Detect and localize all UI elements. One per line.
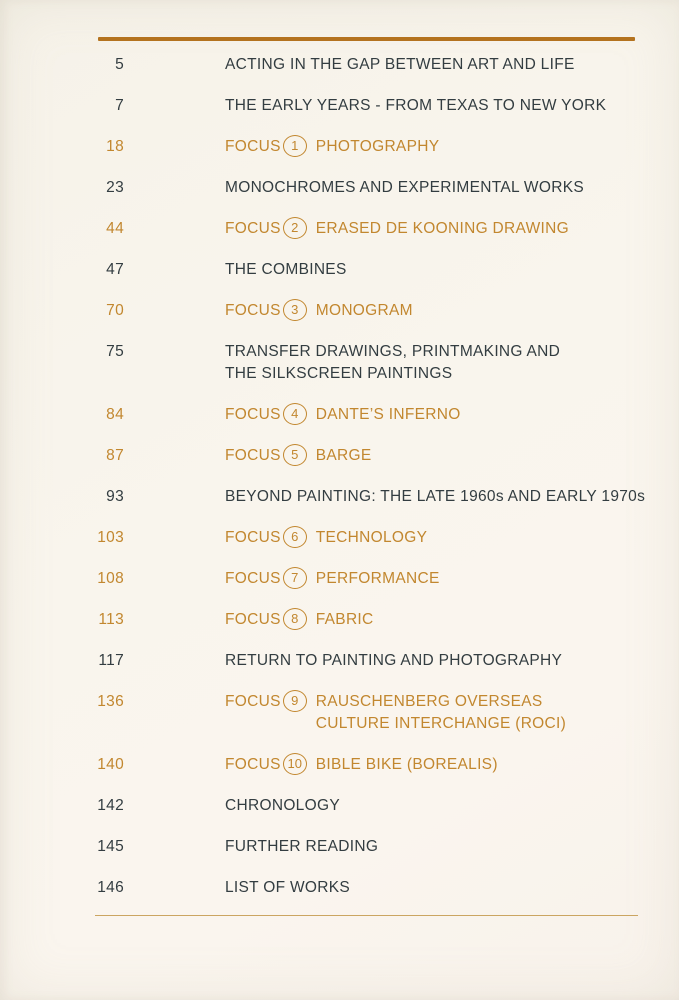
toc-title-lines: [225, 836, 378, 858]
toc-page-number: 93: [106, 488, 124, 505]
toc-title-line: PERFORMANCE: [315, 570, 440, 587]
toc-title-line: TECHNOLOGY: [315, 529, 428, 546]
focus-number-badge: 8: [283, 608, 307, 630]
toc-title-line: THE EARLY YEARS - FROM TEXAS TO NEW YORK: [225, 97, 607, 114]
toc-page-number: 7: [115, 97, 124, 114]
toc-entry: [96, 609, 666, 631]
toc-entry: [96, 445, 666, 467]
toc-title-lines: [225, 341, 560, 385]
focus-number-badge: 2: [283, 217, 307, 239]
toc-entry-title: [225, 54, 575, 76]
toc-title-line: RAUSCHENBERG OVERSEAS: [315, 693, 543, 710]
toc-title-line: RETURN TO PAINTING AND PHOTOGRAPHY: [225, 652, 563, 669]
focus-label: FOCUS: [225, 447, 281, 464]
toc-page-number: 113: [98, 611, 124, 628]
toc-entry: [96, 404, 666, 426]
focus-label: FOCUS: [225, 220, 281, 237]
toc-entry: [96, 486, 666, 508]
toc-page-number: 146: [97, 879, 124, 896]
toc-title-line: ACTING IN THE GAP BETWEEN ART AND LIFE: [225, 56, 575, 73]
toc-title-line: ERASED DE KOONING DRAWING: [315, 220, 569, 237]
toc-entry-title: [225, 445, 372, 467]
toc-entry: [96, 177, 666, 199]
toc-title-line: BARGE: [315, 447, 372, 464]
toc-title-line: CHRONOLOGY: [225, 797, 340, 814]
toc-page-number: 136: [97, 693, 124, 710]
toc-entry-title: [225, 836, 378, 858]
focus-label: FOCUS: [225, 529, 281, 546]
toc-title-lines: [316, 754, 498, 776]
toc-title-line: BIBLE BIKE (BOREALIS): [315, 756, 498, 773]
focus-number-badge: 5: [283, 444, 307, 466]
toc-title-lines: [316, 527, 428, 549]
focus-label: FOCUS: [225, 302, 281, 319]
toc-entry-title: [225, 754, 498, 776]
toc-title-lines: [316, 568, 440, 590]
toc-entry-title: [225, 691, 566, 735]
toc-title-line: PHOTOGRAPHY: [315, 138, 440, 155]
toc-entry: [96, 691, 666, 735]
toc-title-lines: [316, 609, 374, 631]
toc-entry-title: [225, 877, 350, 899]
toc-entry: [96, 568, 666, 590]
focus-number-badge: 3: [283, 299, 307, 321]
toc-title-line: FABRIC: [315, 611, 374, 628]
toc-entry-title: [225, 486, 645, 508]
toc-entry-title: [225, 218, 569, 240]
toc-title-line: THE SILKSCREEN PAINTINGS: [225, 365, 453, 382]
focus-label: FOCUS: [225, 611, 281, 628]
toc-page-number: 44: [106, 220, 124, 237]
toc-entry: [96, 836, 666, 858]
toc-title-line: FURTHER READING: [225, 838, 379, 855]
top-rule: [98, 37, 635, 41]
toc-entry-title: [225, 95, 606, 117]
toc-entry-title: [225, 568, 440, 590]
toc-title-line: TRANSFER DRAWINGS, PRINTMAKING AND: [225, 343, 561, 360]
focus-label: FOCUS: [225, 138, 281, 155]
toc-entry: [96, 341, 666, 385]
toc-title-lines: [225, 486, 645, 508]
toc-page-number: 75: [106, 343, 124, 360]
toc-list: [96, 54, 666, 918]
toc-title-lines: [225, 650, 562, 672]
toc-title-line: LIST OF WORKS: [225, 879, 351, 896]
focus-number-badge: 7: [283, 567, 307, 589]
toc-title-lines: [225, 259, 347, 281]
toc-title-line: DANTE’S INFERNO: [315, 406, 461, 423]
toc-page-number: 70: [106, 302, 124, 319]
toc-entry-title: [225, 341, 560, 385]
toc-entry-title: [225, 609, 374, 631]
toc-entry-title: [225, 404, 461, 426]
toc-entry: [96, 95, 666, 117]
focus-label: FOCUS: [225, 570, 281, 587]
toc-page-number: 140: [97, 756, 124, 773]
toc-page-number: 142: [97, 797, 124, 814]
toc-page-number: 117: [98, 652, 124, 669]
toc-entry-title: [225, 527, 427, 549]
toc-title-line: CULTURE INTERCHANGE (ROCI): [315, 715, 567, 732]
toc-entry: [96, 877, 666, 899]
toc-page-number: 5: [115, 56, 124, 73]
toc-title-line: BEYOND PAINTING: THE LATE 1960s AND EARLY 1970s: [225, 488, 646, 505]
toc-title-lines: [316, 445, 372, 467]
toc-entry: [96, 795, 666, 817]
toc-page-number: 23: [106, 179, 124, 196]
focus-number-badge: 1: [283, 135, 307, 157]
toc-title-lines: [316, 300, 413, 322]
toc-entry: [96, 650, 666, 672]
toc-title-lines: [316, 136, 440, 158]
toc-entry-title: [225, 177, 584, 199]
toc-title-lines: [316, 404, 461, 426]
toc-title-line: MONOGRAM: [315, 302, 413, 319]
toc-entry-title: [225, 259, 347, 281]
toc-page-number: 145: [97, 838, 124, 855]
toc-entry-title: [225, 650, 562, 672]
toc-title-lines: [225, 54, 575, 76]
toc-entry-title: [225, 136, 439, 158]
bottom-rule: [95, 915, 638, 916]
toc-entry-title: [225, 300, 413, 322]
toc-page-number: 18: [106, 138, 124, 155]
toc-page-number: 47: [106, 261, 124, 278]
toc-title-lines: [316, 218, 569, 240]
focus-number-badge: 4: [283, 403, 307, 425]
focus-number-badge: 10: [283, 753, 307, 775]
toc-entry: [96, 218, 666, 240]
toc-entry: [96, 300, 666, 322]
toc-page-number: 108: [97, 570, 124, 587]
toc-page-number: 87: [106, 447, 124, 464]
toc-entry: [96, 54, 666, 76]
toc-entry: [96, 136, 666, 158]
toc-title-line: MONOCHROMES AND EXPERIMENTAL WORKS: [225, 179, 584, 196]
toc-entry: [96, 527, 666, 549]
toc-page-number: 103: [97, 529, 124, 546]
toc-title-lines: [225, 877, 350, 899]
toc-title-line: THE COMBINES: [225, 261, 347, 278]
focus-number-badge: 9: [283, 690, 307, 712]
toc-title-lines: [225, 177, 584, 199]
toc-entry-title: [225, 795, 340, 817]
toc-page-number: 84: [106, 406, 124, 423]
toc-title-lines: [225, 95, 606, 117]
toc-title-lines: [225, 795, 340, 817]
toc-title-lines: [316, 691, 566, 735]
focus-label: FOCUS: [225, 693, 281, 710]
focus-label: FOCUS: [225, 406, 281, 423]
focus-number-badge: 6: [283, 526, 307, 548]
toc-entry: [96, 754, 666, 776]
toc-entry: [96, 259, 666, 281]
focus-label: FOCUS: [225, 756, 281, 773]
